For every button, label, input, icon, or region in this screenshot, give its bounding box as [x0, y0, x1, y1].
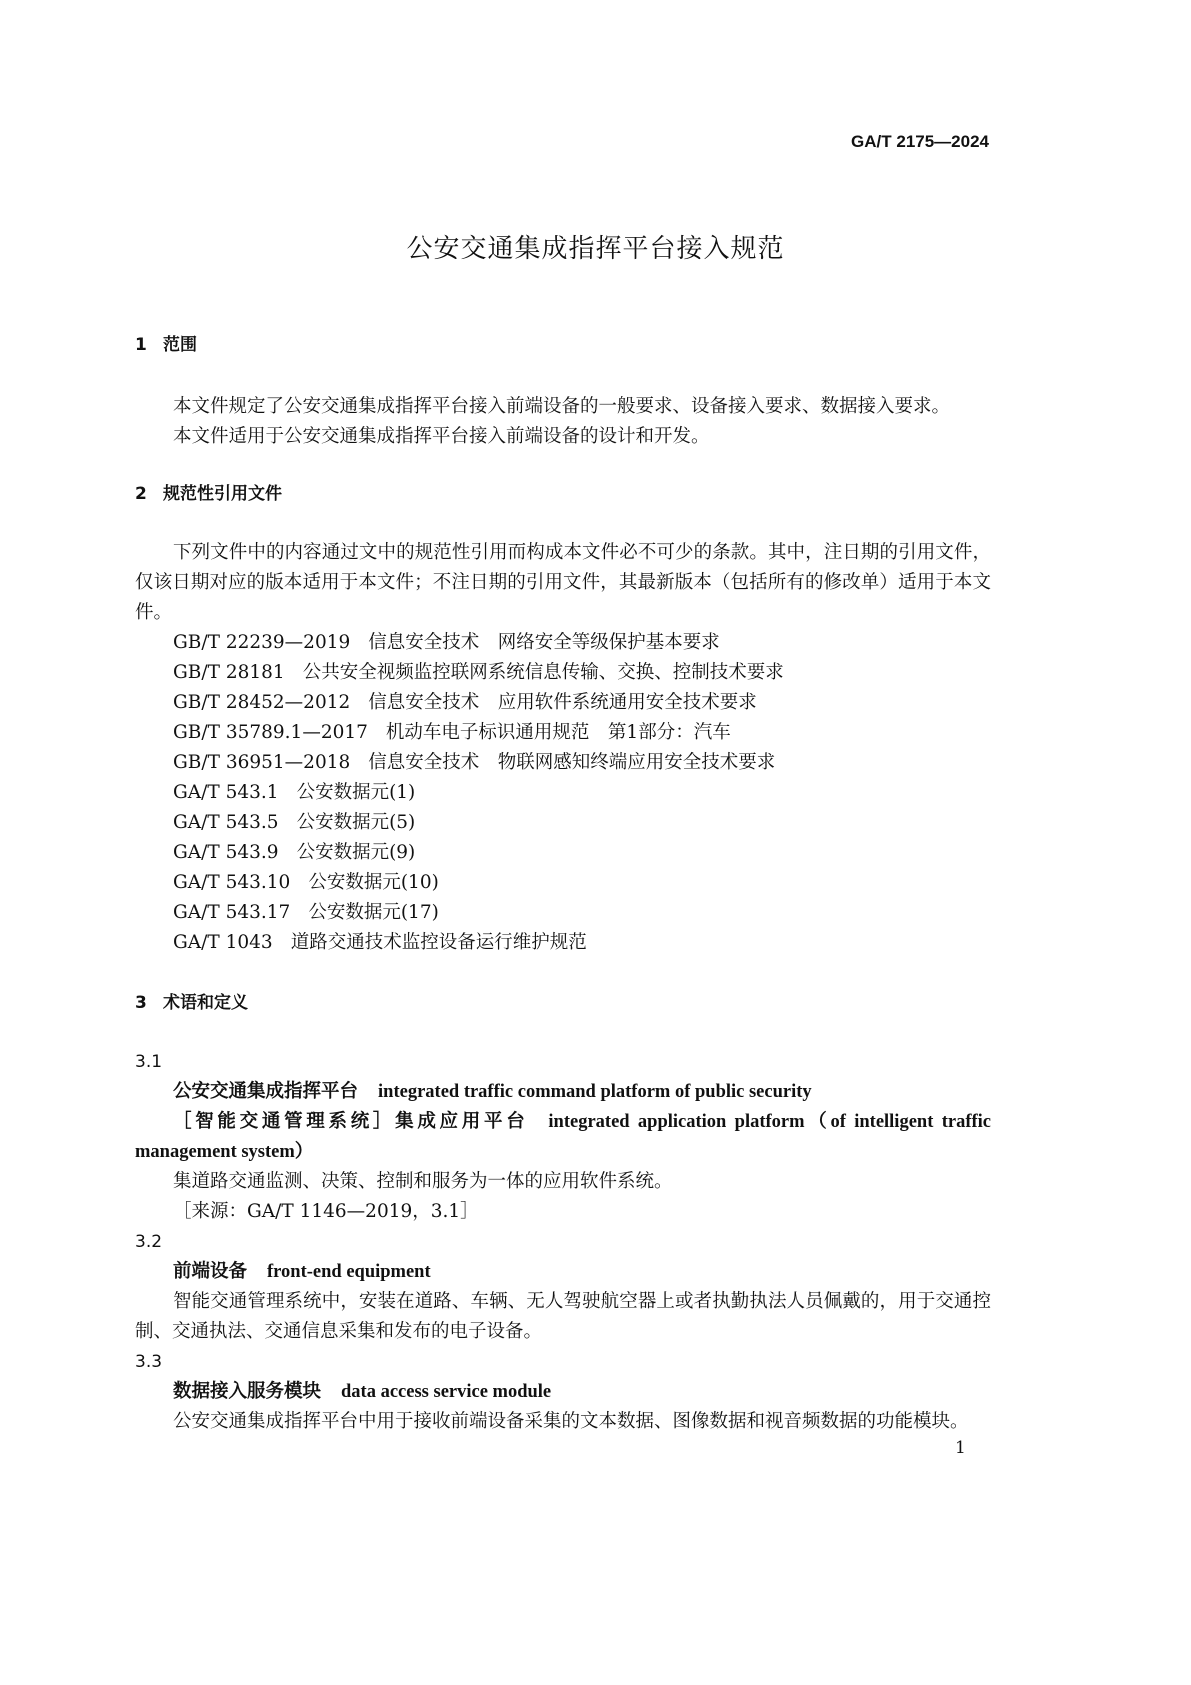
page-number: 1	[955, 1438, 966, 1458]
paragraph: 本文件规定了公安交通集成指挥平台接入前端设备的一般要求、设备接入要求、数据接入要求。	[173, 396, 951, 417]
reference-code: GB/T 22239—2019	[173, 632, 351, 653]
clause-number: 3.3	[135, 1352, 163, 1372]
reference-code: GB/T 36951—2018	[173, 752, 351, 773]
clause-number: 3.1	[135, 1052, 163, 1072]
section-number: 1	[135, 335, 147, 355]
reference-code: GA/T 1043	[173, 932, 273, 953]
reference-title: 公共安全视频监控联网系统信息传输、交换、控制技术要求	[302, 662, 784, 683]
section-title: 术语和定义	[163, 993, 248, 1013]
reference-item	[135, 868, 991, 898]
term-zh: 公安交通集成指挥平台	[173, 1081, 359, 1102]
term-en: integrated application platform（of intelligent traffic management system）	[135, 1112, 991, 1162]
reference-code: GB/T 35789.1—2017	[173, 722, 368, 743]
reference-title: 公安数据元(5)	[296, 812, 416, 833]
section-title: 范围	[163, 335, 197, 355]
reference-item	[135, 778, 991, 808]
reference-title: 公安数据元(1)	[296, 782, 416, 803]
reference-code: GA/T 543.5	[173, 812, 279, 833]
reference-title: 信息安全技术 物联网感知终端应用安全技术要求	[368, 752, 776, 773]
term-en: data access service module	[341, 1382, 552, 1402]
document-title: 公安交通集成指挥平台接入规范	[406, 234, 785, 264]
reference-item	[135, 928, 991, 958]
term	[135, 1077, 991, 1107]
reference-title: 道路交通技术监控设备运行维护规范	[290, 932, 587, 953]
reference-item	[135, 628, 991, 658]
reference-item	[135, 718, 991, 748]
alt-term	[135, 1107, 991, 1167]
reference-code: GB/T 28181	[173, 662, 285, 683]
reference-title: 信息安全技术 网络安全等级保护基本要求	[368, 632, 720, 653]
section-heading	[135, 330, 991, 360]
term	[135, 1257, 991, 1287]
clause-number: 3.2	[135, 1232, 163, 1252]
term-en: front-end equipment	[267, 1262, 431, 1282]
section-terms	[135, 988, 991, 1437]
section-normative-references	[135, 479, 991, 958]
reference-item	[135, 838, 991, 868]
term	[135, 1377, 991, 1407]
reference-item	[135, 898, 991, 928]
term-zh: 前端设备	[173, 1261, 248, 1282]
definition: 集道路交通监测、决策、控制和服务为一体的应用软件系统。	[173, 1171, 673, 1192]
section-number: 2	[135, 484, 147, 504]
term-zh: ［智能交通管理系统］集成应用平台	[173, 1111, 529, 1132]
section-title: 规范性引用文件	[163, 484, 282, 504]
reference-title: 公安数据元(9)	[296, 842, 416, 863]
reference-code: GA/T 543.9	[173, 842, 279, 863]
section-scope	[135, 330, 991, 452]
reference-code: GA/T 543.17	[173, 902, 291, 923]
reference-title: 机动车电子标识通用规范 第1部分：汽车	[385, 722, 731, 743]
section-heading	[135, 988, 991, 1018]
reference-code: GA/T 543.10	[173, 872, 291, 893]
paragraph: 本文件适用于公安交通集成指挥平台接入前端设备的设计和开发。	[173, 426, 710, 447]
reference-title: 公安数据元(17)	[308, 902, 439, 923]
reference-item	[135, 808, 991, 838]
reference-title: 信息安全技术 应用软件系统通用安全技术要求	[368, 692, 757, 713]
definition: 公安交通集成指挥平台中用于接收前端设备采集的文本数据、图像数据和视音频数据的功能模块。	[173, 1411, 969, 1432]
reference-title: 公安数据元(10)	[308, 872, 439, 893]
term-en: integrated traffic command platform of public security	[378, 1082, 812, 1102]
definition: 智能交通管理系统中，安装在道路、车辆、无人驾驶航空器上或者执勤执法人员佩戴的，用于交通控制、交通执法、交通信息采集和发布的电子设备。	[135, 1291, 991, 1342]
reference-list	[135, 628, 991, 958]
section-number: 3	[135, 993, 147, 1013]
reference-item	[135, 688, 991, 718]
reference-code: GA/T 543.1	[173, 782, 279, 803]
source-note: ［来源：GA/T 1146—2019，3.1］	[173, 1201, 479, 1222]
reference-item	[135, 658, 991, 688]
paragraph: 下列文件中的内容通过文中的规范性引用而构成本文件必不可少的条款。其中，注日期的引用文件，仅该日期对应的版本适用于本文件；不注日期的引用文件，其最新版本（包括所有的修改单）适用于本文件。	[135, 542, 991, 623]
reference-code: GB/T 28452—2012	[173, 692, 351, 713]
standard-code: GA/T 2175—2024	[851, 132, 989, 151]
term-zh: 数据接入服务模块	[173, 1381, 322, 1402]
reference-item	[135, 748, 991, 778]
section-heading	[135, 479, 991, 509]
